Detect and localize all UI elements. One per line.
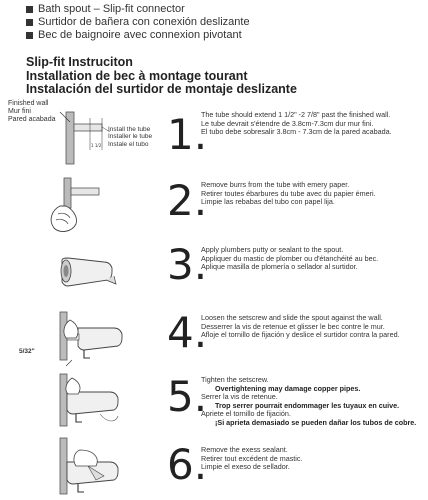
step-line: Loosen the setscrew and slide the spout against the wall. bbox=[201, 313, 383, 322]
step-line: Le tube devrait s'étendre de 3.8cm-7.3cm dur mur fini. bbox=[201, 118, 374, 128]
product-item: Bec de baignoire avec connexion pivotant bbox=[26, 29, 250, 42]
product-item: Bath spout – Slip-fit connector bbox=[26, 3, 250, 16]
product-item: Surtidor de bañera con conexión deslizante bbox=[26, 16, 250, 29]
step-warning-line: Overtightening may damage copper pipes. bbox=[215, 383, 361, 393]
install-tube-fr: Installer le tube bbox=[108, 133, 153, 141]
step-line: Limpie las rebabas del tubo con papel lija. bbox=[201, 197, 335, 207]
step-line: Tighten the setscrew. bbox=[201, 375, 269, 384]
install-tube-es: Instale el tubo bbox=[108, 140, 149, 148]
step-text bbox=[201, 111, 425, 137]
step-number: 5. bbox=[167, 372, 208, 421]
step-line: Limpie el exeso de sellador. bbox=[201, 462, 290, 472]
step-text bbox=[201, 446, 425, 472]
step-line: The tube should extend 1 1/2" -2 7/8" past the finished wall. bbox=[201, 110, 391, 119]
title-french: Installation de bec à montage tourant bbox=[26, 68, 248, 83]
step-line: Remove burrs from the tube with emery paper. bbox=[201, 180, 350, 189]
step-5-illustration bbox=[0, 372, 165, 440]
step-line: El tubo debe sobresalir 3.8cm - 7.3cm de la pared acabada. bbox=[201, 127, 392, 137]
step-number: 6. bbox=[167, 440, 208, 489]
step-warning-line: Trop serrer pourrait endommager les tuyaux en cuive. bbox=[215, 400, 400, 410]
step-3-illustration bbox=[0, 240, 165, 308]
step-number: 4. bbox=[167, 308, 208, 357]
instruction-titles bbox=[26, 56, 297, 97]
title-english: Slip-fit Instruciton bbox=[26, 55, 133, 69]
step-6-illustration bbox=[0, 436, 165, 500]
step-4-illustration bbox=[0, 308, 165, 376]
finished-wall-es: Pared acabada bbox=[8, 116, 56, 123]
step-line: Apply plumbers putty or sealant to the spout. bbox=[201, 245, 344, 254]
step-number: 3. bbox=[167, 240, 208, 289]
product-list bbox=[26, 3, 250, 42]
step-warning-line: ¡Si aprieta demasiado se pueden dañar los tubos de cobre. bbox=[215, 417, 417, 427]
step-text bbox=[201, 181, 425, 207]
step-line: Remove the exess sealant. bbox=[201, 445, 288, 454]
title-spanish: Instalación del surtidor de montaje deslizante bbox=[26, 82, 297, 96]
step-line: Retirer tout excédent de mastic. bbox=[201, 453, 303, 463]
step-line: Desserrer la vis de retenue et glisser le bec contre le mur. bbox=[201, 321, 385, 331]
step-text bbox=[201, 246, 425, 272]
step-line: Aplique masilla de plomería o sellador al surtidor. bbox=[201, 262, 358, 272]
allen-key-size-label: 5/32" bbox=[19, 348, 35, 355]
step-line: Serrer la vis de retenue. bbox=[201, 392, 278, 402]
finished-wall-fr: Mur fini bbox=[8, 108, 31, 115]
step-1-illustration bbox=[0, 108, 165, 176]
svg-text:1 1/2: 1 1/2 bbox=[91, 143, 102, 148]
step-2-illustration bbox=[0, 176, 165, 244]
step-line: Apriete el tornillo de fijación. bbox=[201, 409, 291, 419]
step-line: Afloje el tornillo de fijación y deslice el surtidor contra la pared. bbox=[201, 330, 400, 340]
step-number: 1. bbox=[167, 110, 208, 159]
step-text bbox=[201, 314, 425, 340]
step-text bbox=[201, 376, 425, 428]
step-line: Retirer toutes ébarbures du tube avec du papier émeri. bbox=[201, 188, 376, 198]
install-tube-en: Install the tube bbox=[108, 126, 151, 133]
step-line: Appliquer du mastic de plomber ou d'étanchéité au bec. bbox=[201, 253, 379, 263]
step-number: 2. bbox=[167, 176, 208, 225]
finished-wall-en: Finished wall bbox=[8, 100, 49, 107]
